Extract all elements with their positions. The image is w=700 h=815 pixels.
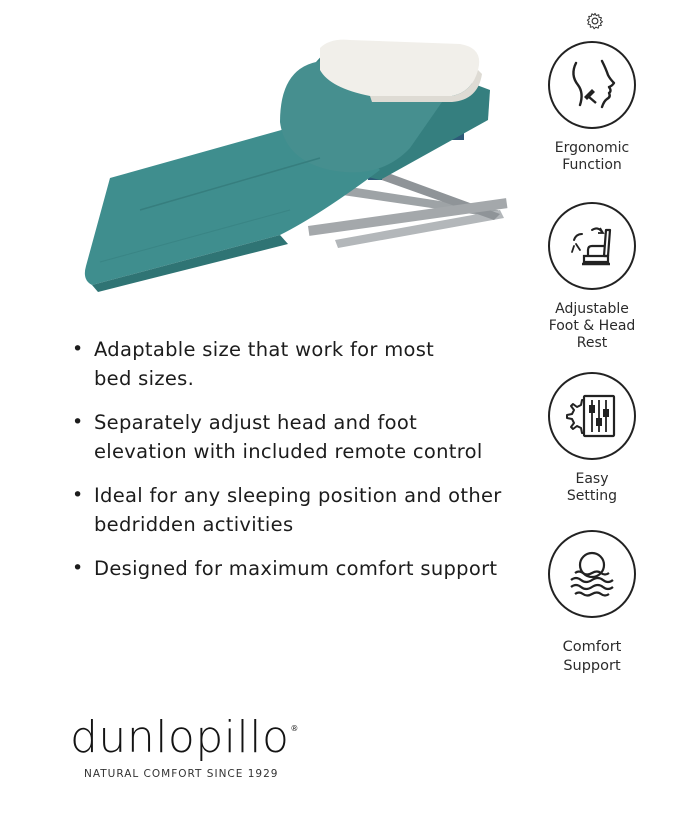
registered-mark: ® — [290, 724, 299, 733]
feature-icon-circle — [548, 372, 636, 460]
backrest-product-image — [80, 30, 510, 295]
feature-icon-circle — [548, 41, 636, 129]
feature-comfort-support — [542, 530, 642, 676]
bullet-item — [72, 554, 512, 583]
bullet-text: Adaptable size that work for most bed sizes. — [94, 338, 435, 390]
feature-label: Comfort Support — [562, 639, 622, 674]
brand-name: dunlopillo — [70, 712, 290, 763]
bullet-dot: • — [72, 338, 84, 360]
bullet-item — [72, 335, 512, 393]
feature-label: Ergonomic Function — [554, 140, 630, 173]
bullet-text: Ideal for any sleeping position and other bedridden activities — [94, 484, 502, 536]
gear-icon[interactable] — [586, 12, 604, 30]
comfort-waves-icon — [561, 543, 623, 605]
bullet-dot: • — [72, 557, 84, 579]
brand-tagline: NATURAL COMFORT SINCE 1929 — [84, 768, 279, 780]
bullet-item — [72, 408, 512, 466]
feature-ergonomic — [542, 41, 642, 174]
feature-adjustable — [542, 202, 642, 352]
ergonomic-icon — [562, 55, 622, 115]
bullet-item — [72, 481, 512, 539]
brand-logo — [70, 712, 330, 780]
feature-label: Adjustable Foot & Head Rest — [548, 301, 636, 351]
feature-icon-circle — [548, 202, 636, 290]
feature-icon-circle — [548, 530, 636, 618]
feature-easy-setting — [542, 372, 642, 505]
adjustable-seat-icon — [562, 216, 622, 276]
bullet-dot: • — [72, 484, 84, 506]
feature-bullet-list — [72, 335, 512, 598]
bullet-dot: • — [72, 411, 84, 433]
settings-sliders-icon — [562, 386, 622, 446]
bullet-text: Separately adjust head and foot elevation with included remote control — [94, 411, 483, 463]
bullet-text: Designed for maximum comfort support — [94, 557, 498, 580]
feature-label: Easy Setting — [566, 471, 618, 504]
